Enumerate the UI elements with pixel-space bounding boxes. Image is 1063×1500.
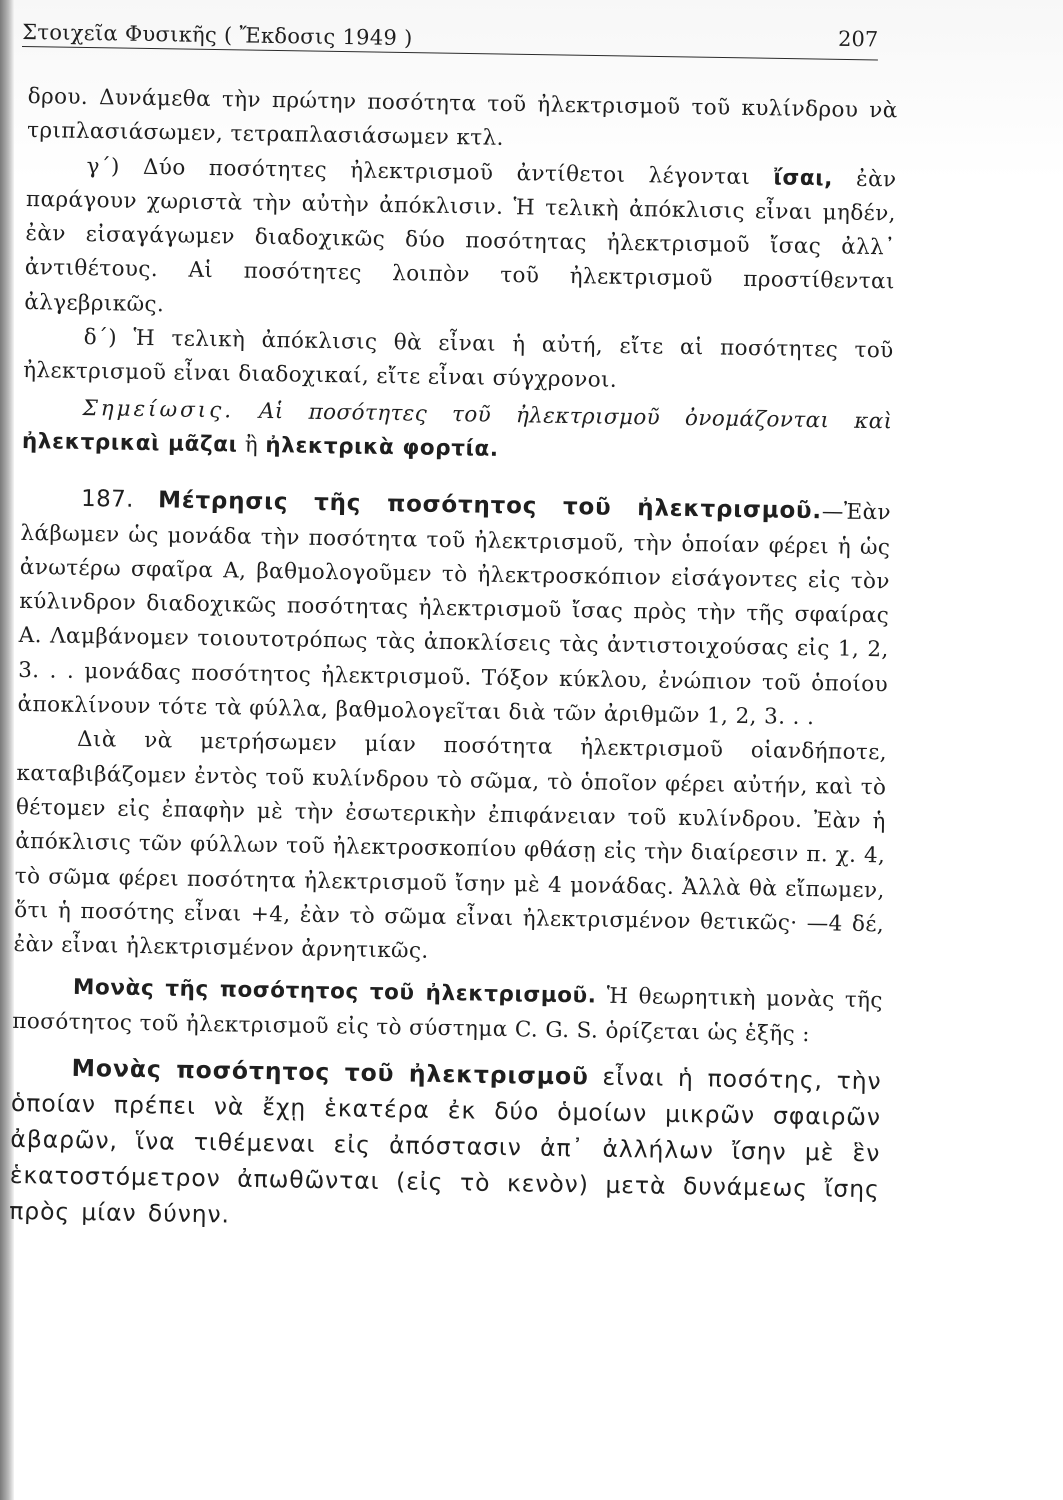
section-title: Μέτρησις τῆς ποσότητος τοῦ ἠλεκτρισμοῦ. xyxy=(157,487,823,525)
note xyxy=(22,391,893,474)
unit-definition xyxy=(9,1049,882,1243)
definition-term: Μονὰς ποσότητος τοῦ ἠλεκτρισμοῦ xyxy=(71,1053,590,1091)
note-text: Αἱ ποσότητες τοῦ ἠλεκτρισμοῦ ὀνομάζονται καὶ xyxy=(258,398,893,435)
note-label: Σημείωσις. xyxy=(82,395,235,424)
term-electric-charges: ἠλεκτρικὰ φορτία. xyxy=(265,432,499,462)
page-number: 207 xyxy=(837,26,879,52)
unit-text: Ἡ θεωρητικὴ μονὰς τῆς ποσότητος τοῦ ἠλεκτρισμοῦ εἰς τὸ σύστημα C. G. S. ὁρίζεται ὡς ἑξῆς : xyxy=(12,984,884,1047)
definition-text: εἶναι ἡ ποσότης, τὴν ὁποίαν πρέπει νὰ ἔχῃ ἑκατέρα ἐκ δύο ὁμοίων μικρῶν σφαιρῶν ἀβαρῶν, ἵνα τιθέμεναι εἰς ἀπόστασιν ἀπ᾽ ἀλλήλων ἴσην μὲ ἓν ἑκατοστόμετρον ἀπωθῶνται (εἰς τὸ κενὸν) μετὰ δυνάμεως ἴσης πρὸς μίαν δύνην. xyxy=(9,1062,882,1229)
section-187 xyxy=(17,481,891,736)
paragraph-gamma-start: γ΄) Δύο ποσότητες ἠλεκτρισμοῦ ἀντίθετοι λέγονται xyxy=(86,153,751,190)
note-or: ἢ xyxy=(244,432,259,458)
paragraph-delta: δ΄) Ἡ τελικὴ ἀπόκλισις θὰ εἶναι ἡ αὐτή, εἴτε αἱ ποσότητες τοῦ ἠλεκτρισμοῦ εἶναι διαδοχικαί, εἴτε εἶναι σύγχρονοι. xyxy=(22,325,894,394)
term-electric-masses: ἠλεκτρικαὶ μᾶζαι xyxy=(21,428,238,458)
paragraph-measurement: Διὰ νὰ μετρήσωμεν μίαν ποσότητα ἠλεκτρισμοῦ οἱανδήποτε, καταβιβάζομεν ἐντὸς τοῦ κυλίνδρου τὸ σῶμα, τὸ ὁποῖον φέρει αὐτήν, καὶ τὸ θέτομεν εἰς ἐπαφὴν μὲ τὴν ἐσωτερικὴν ἐπιφάνειαν τοῦ κυλίνδρου. Ἐὰν ἡ ἀπόκλισις τῶν φύλλων τοῦ ἠλεκτροσκοπίου φθάσῃ εἰς τὴν διαίρεσιν π. χ. 4, τὸ σῶμα φέρει ποσότητα ἠλεκτρισμοῦ ἴσην μὲ 4 μονάδας. Ἀλλὰ θὰ εἴπωμεν, ὅτι ἡ ποσότης εἶναι +4, ἐὰν τὸ σῶμα εἶναι ἠλεκτρισμένον θετικῶς· —4 δέ, ἐὰν εἶναι ἠλεκτρισμένον ἀρνητικῶς. xyxy=(13,727,888,964)
term-equal: ἴσαι, xyxy=(773,164,834,191)
paragraph-continuation: δρου. Δυνάμεθα τὴν πρώτην ποσότητα τοῦ ἠλεκτρισμοῦ τοῦ κυλίνδρου νὰ τριπλασιάσωμεν, τετραπλασιάσωμεν κτλ. xyxy=(26,83,898,152)
paragraph-gamma-rest: ἐὰν παράγουν χωριστὰ τὴν αὐτὴν ἀπόκλισιν. Ἡ τελικὴ ἀπόκλισις εἶναι μηδέν, ἐὰν εἰσαγάγωμεν διαδοχικῶς δύο ποσότητας ἠλεκτρισμοῦ ἴσας ἀλλ᾽ ἀντιθέτους. Αἱ ποσότητες λοιπὸν τοῦ ἠλεκτρισμοῦ προστίθενται ἀλγεβρικῶς. xyxy=(24,166,897,318)
section-number: 187. xyxy=(80,486,135,514)
paragraph-unit xyxy=(12,970,883,1053)
unit-heading: Μονὰς τῆς ποσότητος τοῦ ἠλεκτρισμοῦ. xyxy=(72,975,597,1009)
running-title: Στοιχεῖα Φυσικῆς ( Ἔκδοσις 1949 ) xyxy=(22,20,413,51)
page-header xyxy=(22,10,878,60)
binding-gutter xyxy=(0,0,14,1500)
paragraph-gamma xyxy=(24,149,897,335)
section-text: —Ἐὰν λάβωμεν ὡς μονάδα τὴν ποσότητα τοῦ ἠλεκτρισμοῦ, τὴν ὁποίαν φέρει ἡ ὡς ἀνωτέρω σφαῖρα Α, βαθμολογοῦμεν τὸ ἠλεκτροσκόπιον εἰσάγοντες εἰς τὸν κύλινδρον διαδοχικῶς ποσότητας ἠλεκτρισμοῦ ἴσας πρὸς τὴν τῆς σφαίρας Α. Λαμβάνομεν τοιουτοτρόπως τὰς ἀποκλίσεις τὰς ἀντιστοιχούσας εἰς 1, 2, 3. . . μονάδας ποσότητος ἠλεκτρισμοῦ. Τόξον κύκλου, ἐνώπιον τοῦ ὁποίου ἀποκλίνουν τότε τὰ φύλλα, βαθμολογεῖται διὰ τῶν ἀριθμῶν 1, 2, 3. . . xyxy=(17,499,892,731)
page-body xyxy=(9,80,898,1243)
